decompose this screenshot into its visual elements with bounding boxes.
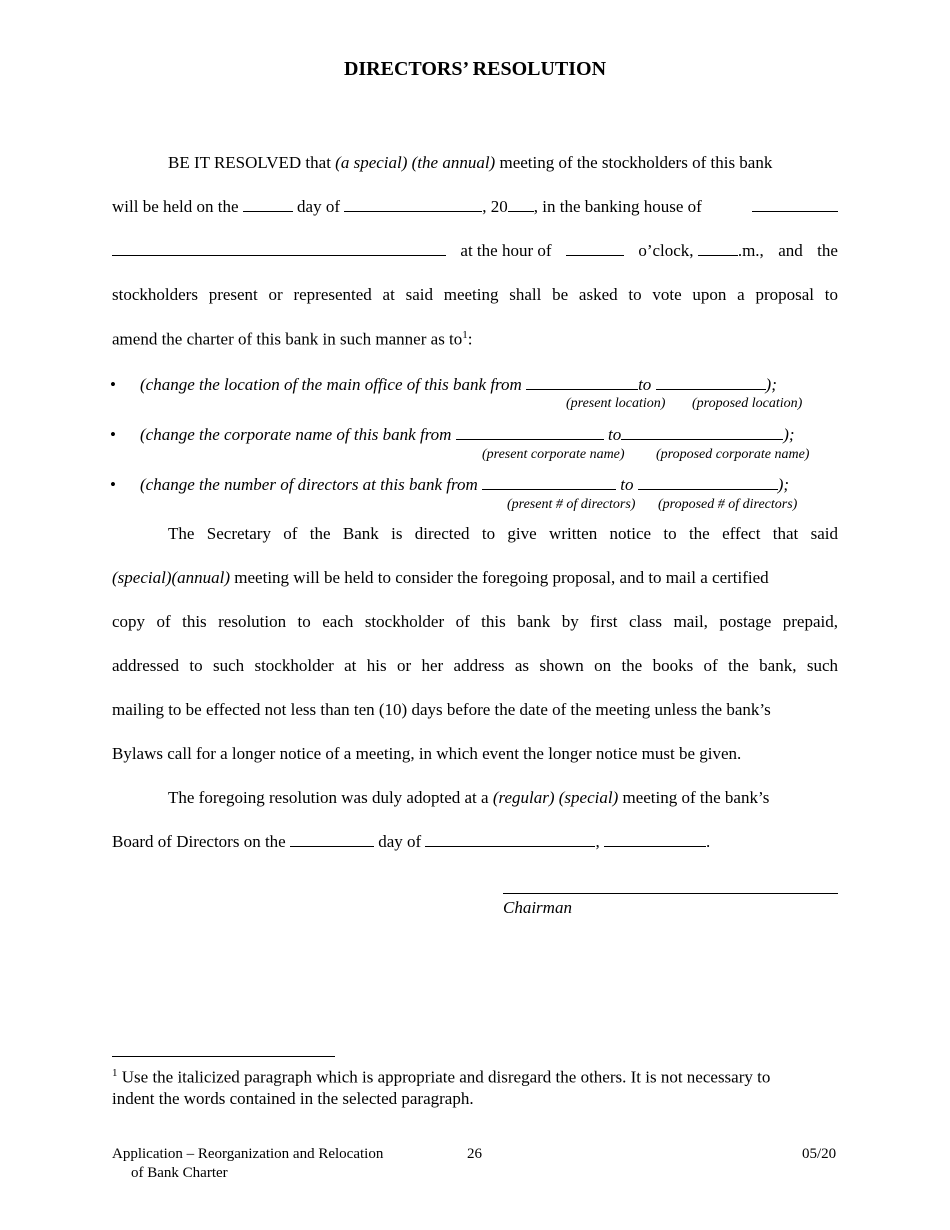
resolution-line-2: will be held on the day of , 20 , in the banking house of: [112, 197, 838, 217]
meeting-day-blank[interactable]: [243, 197, 293, 212]
meeting-month-blank[interactable]: [344, 197, 482, 212]
adoption-line-2: Board of Directors on the day of , .: [112, 832, 711, 851]
footnote-line-1: $^1$ Use the italicized paragraph which is appropriate and disregard the others. It is not necessary to: [112, 1067, 771, 1087]
bullet-icon: •: [110, 475, 116, 494]
bullet-location: (change the location of the main office of this bank from to );: [140, 375, 777, 394]
meeting-hour-blank[interactable]: [566, 241, 624, 256]
proposed-directors-caption: (proposed # of directors): [658, 497, 798, 512]
proposed-location-caption: (proposed location): [692, 396, 803, 411]
adoption-line-1: The foregoing resolution was duly adopted at a (regular) (special) meeting of the bank’s: [168, 788, 770, 807]
bullet-directors: (change the number of directors at this bank from to );: [140, 475, 790, 494]
resolution-line-1: BE IT RESOLVED that (a special) (the annual) meeting of the stockholders of this bank: [168, 153, 773, 172]
footnote-line-2: indent the words contained in the selected paragraph.: [112, 1089, 474, 1108]
notice-line-4: addressed to such stockholder at his or her address as shown on the books of the bank, such: [112, 656, 838, 675]
proposed-directors-blank[interactable]: [638, 475, 778, 490]
notice-line-3: copy of this resolution to each stockholder of this bank by first class mail, postage prepaid,: [112, 612, 838, 631]
banking-house-blank-2[interactable]: [112, 241, 446, 256]
proposed-name-caption: (proposed corporate name): [656, 447, 810, 462]
proposed-location-blank[interactable]: [656, 375, 766, 390]
signature-line[interactable]: [503, 893, 838, 894]
page-title: DIRECTORS’ RESOLUTION: [343, 58, 607, 80]
present-location-caption: (present location): [566, 396, 666, 411]
signature-label: Chairman: [503, 898, 572, 917]
proposed-name-blank[interactable]: [621, 425, 783, 440]
footer-left-1: Application – Reorganization and Relocation: [112, 1146, 384, 1162]
footer-date: 05/20: [802, 1146, 837, 1162]
adoption-year-blank[interactable]: [604, 832, 706, 847]
banking-house-blank-1[interactable]: [752, 197, 838, 212]
page-number: 26: [467, 1146, 482, 1162]
notice-line-6: Bylaws call for a longer notice of a meeting, in which event the longer notice must be given.: [112, 744, 742, 763]
resolution-line-5: amend the charter of this bank in such manner as $to^1$:: [112, 329, 473, 349]
adoption-day-blank[interactable]: [290, 832, 374, 847]
adoption-month-blank[interactable]: [425, 832, 595, 847]
notice-line-5: mailing to be effected not less than ten (10) days before the date of the meeting unless the bank’s: [112, 700, 771, 719]
bullet-icon: •: [110, 425, 116, 444]
am-pm-blank[interactable]: [698, 241, 738, 256]
meeting-year-blank[interactable]: [508, 197, 534, 212]
resolution-line-3: at the hour of o’clock, .m., and the: [112, 241, 838, 261]
present-location-blank[interactable]: [526, 375, 638, 390]
present-name-caption: (present corporate name): [482, 447, 625, 462]
notice-line-2: (special)(annual) meeting will be held to consider the foregoing proposal, and to mail a certified: [112, 568, 769, 587]
bullet-corporate-name: (change the corporate name of this bank from to );: [140, 425, 795, 444]
footnote-separator: [112, 1056, 335, 1057]
footer-left-2: of Bank Charter: [131, 1165, 228, 1181]
present-name-blank[interactable]: [456, 425, 604, 440]
footnote-ref: 1: [462, 329, 468, 341]
notice-line-1: The Secretary of the Bank is directed to give written notice to the effect that said: [168, 524, 838, 543]
resolution-line-4: stockholders present or represented at said meeting shall be asked to vote upon a proposal to: [112, 285, 838, 304]
present-directors-caption: (present # of directors): [507, 497, 636, 512]
present-directors-blank[interactable]: [482, 475, 616, 490]
bullet-icon: •: [110, 375, 116, 394]
